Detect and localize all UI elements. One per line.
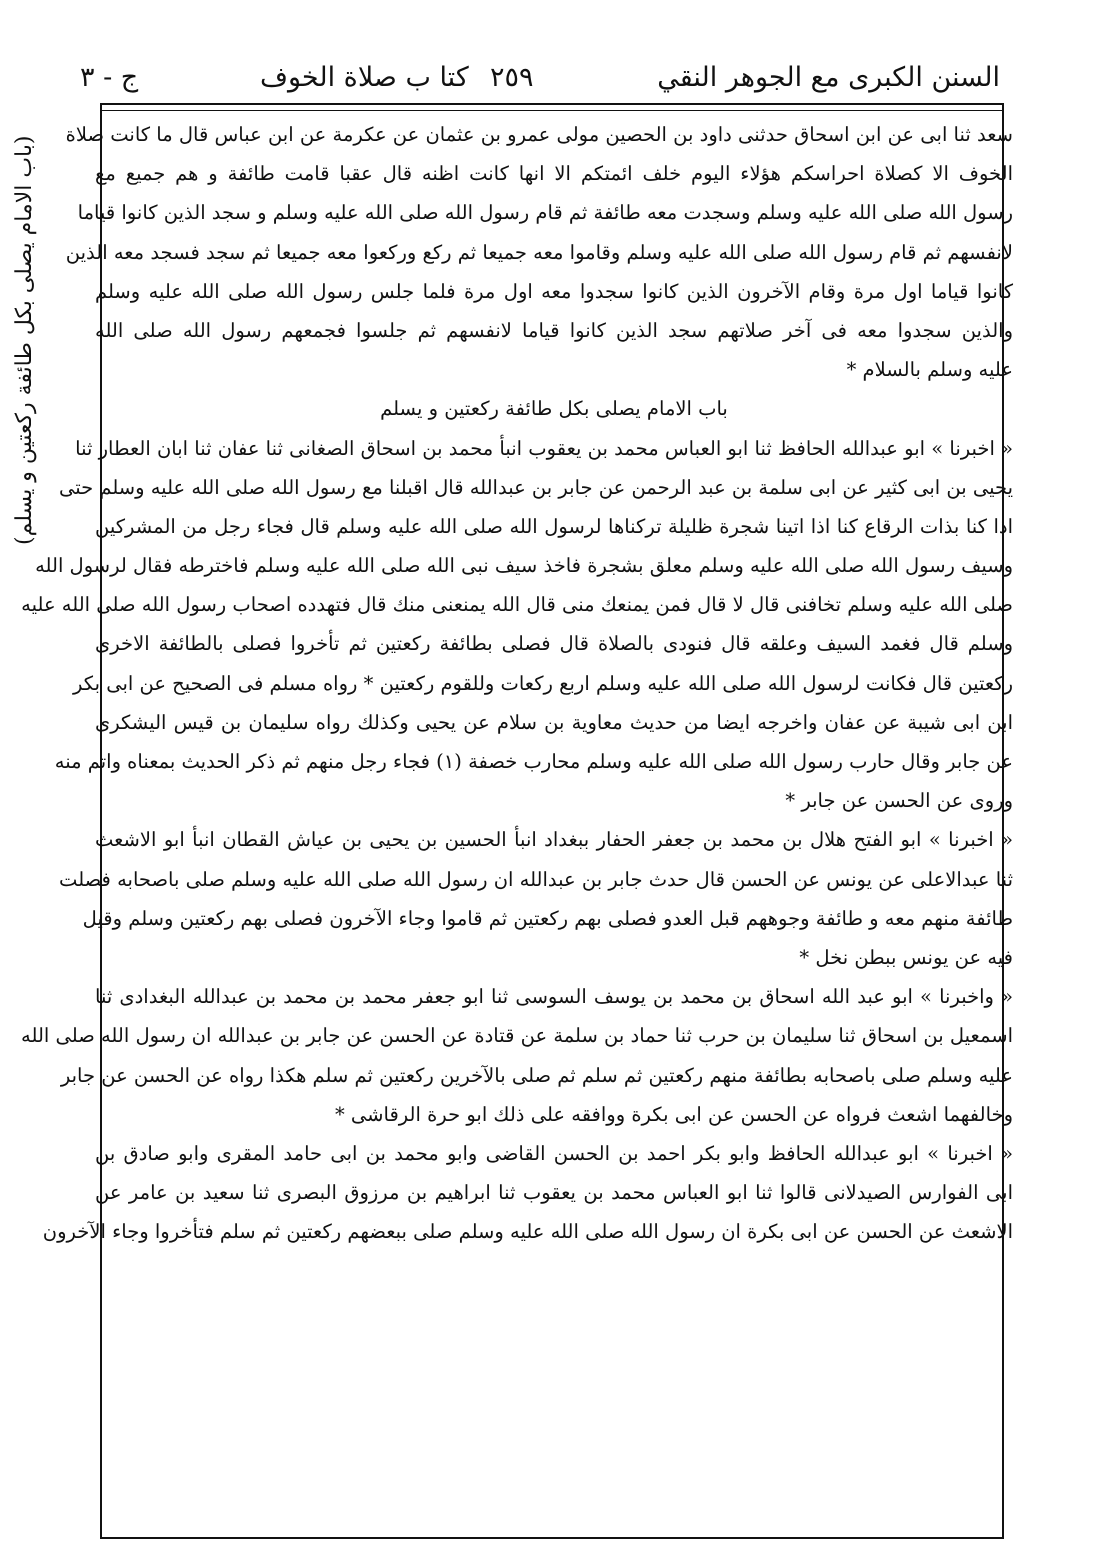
- text-line: ابن ابى شيبة عن عفان واخرجه ايضا من حديث معاوية بن سلام عن يحيى وكذلك رواه سليمان بن قيس اليشكرى: [95, 710, 1013, 734]
- text-line: عن جابر وقال حارب رسول الله صلى الله عليه وسلم محارب خصفة (١) فجاء رجل منهم ثم ذكر الحديث بمعناه واتم منه: [54, 750, 1013, 773]
- text-line: لانفسهم ثم قام رسول الله صلى الله عليه وسلم وقاموا معه جميعا ثم ركع وركعوا معه جميعا ثم سجد فسجد معه الذين: [65, 240, 1013, 264]
- page-number: ٢٥٩: [490, 62, 534, 93]
- text-line: الاشعث عن الحسن عن ابى بكرة ان رسول الله صلى الله عليه وسلم صلى ببعضهم ركعتين ثم سلم فتأخروا وجاء الآخرون: [42, 1220, 1013, 1244]
- text-line: اذا كنا بذات الرقاع كنا اذا اتينا شجرة ظليلة تركناها لرسول الله صلى الله عليه وسلم قال فجاء رجل من المشركين: [95, 514, 1013, 538]
- text-line: ركعتين قال فكانت لرسول الله صلى الله عليه وسلم اربع ركعات وللقوم ركعتين * رواه مسلم فى الصحيح عن ابى بكر: [73, 671, 1013, 695]
- text-line: عليه وسلم بالسلام *: [846, 358, 1013, 382]
- text-line: ابى الفوارس الصيدلانى قالوا ثنا ابو العباس محمد بن يعقوب ثنا ابراهيم بن مرزوق البصرى ثنا سعيد بن عامر عن: [95, 1181, 1013, 1205]
- text-line: صلى الله عليه وسلم تخافنى قال لا قال فمن يمنعك منى قال الله يمنعنى منك قال فتهدده اصحاب رسول الله صلى الله عليه: [21, 593, 1013, 617]
- text-line: عليه وسلم صلى باصحابه بطائفة منهم ركعتين ثم سلم ثم صلى بالآخرين ركعتين ثم سلم هكذا رواه عن الحسن عن جابر: [60, 1063, 1013, 1087]
- text-line: وسلم قال فغمد السيف وعلقه قال فنودى بالصلاة قال فصلى بطائفة ركعتين ثم تأخروا فصلى بالطائفة الاخرى: [95, 632, 1013, 656]
- volume-number: ج - ٣: [80, 62, 139, 93]
- text-line: يحيى بن ابى كثير عن ابى سلمة بن عبد الرحمن عن جابر بن عبدالله قال اقبلنا مع رسول الله صلى الله عليه وسلم حتى: [58, 475, 1013, 499]
- text-line: وخالفهما اشعث فرواه عن الحسن عن ابى بكرة ووافقه على ذلك ابو حرة الرقاشى *: [334, 1102, 1013, 1126]
- text-line: سعد ثنا ابى عن ابن اسحاق حدثنى داود بن الحصين مولى عمرو بن عثمان عن عكرمة عن ابن عباس قال ما كانت صلاة: [65, 123, 1013, 146]
- chapter-heading: باب الامام يصلى بكل طائفة ركعتين و يسلم: [380, 397, 728, 421]
- text-line: « اخبرنا » ابو عبدالله الحافظ ثنا ابو العباس محمد بن يعقوب انبأ محمد بن اسحاق الصغانى ثنا عفان ثنا ابان العطار ثنا: [75, 436, 1013, 460]
- text-line: وروى عن الحسن عن جابر *: [785, 789, 1013, 813]
- text-line: والذين سجدوا معه فى آخر صلاتهم سجد الذين كانوا قياما لانفسهم ثم جلسوا فجمعهم رسول الله صلى الله: [95, 318, 1013, 342]
- text-line: الخوف الا كصلاة احراسكم هؤلاء اليوم خلف ائمتكم الا انها كانت اظنه قال عقبا قامت طائفة و هم جميع مع: [95, 162, 1013, 186]
- text-line: رسول الله صلى الله عليه وسلم وسجدت معه طائفة ثم قام رسول الله صلى الله عليه وسلم و سجد الذين كانوا قياما: [77, 201, 1013, 225]
- text-line: « اخبرنا » ابو عبدالله الحافظ وابو بكر احمد بن الحسن القاضى وابو محمد بن ابى حامد المقرى وابو صادق بن: [95, 1141, 1013, 1165]
- text-line: طائفة منهم معه و طائفة وجوههم قبل العدو فصلى بهم ركعتين ثم قاموا وجاء الآخرون فصلى بهم ركعتين وسلم وقيل: [82, 906, 1013, 930]
- text-line: فيه عن يونس ببطن نخل *: [799, 945, 1013, 969]
- text-line: « اخبرنا » ابو الفتح هلال بن محمد بن جعفر الحفار ببغداد انبأ الحسين بن يحيى بن عياش القطان انبأ ابو الاشعث: [95, 828, 1013, 852]
- text-line: ثنا عبدالاعلى عن يونس عن الحسن قال حدث جابر بن عبدالله ان رسول الله صلى الله عليه وسلم صلى باصحابه فصلت: [59, 867, 1013, 891]
- frame-rule: [100, 110, 1004, 111]
- book-title: السنن الكبرى مع الجوهر النقي: [657, 62, 1000, 93]
- chapter-name: كتا ب صلاة الخوف: [260, 62, 469, 93]
- page-body: [21, 115, 1013, 1251]
- margin-note: (باب الامام يصلى بكل طائفة ركعتين و يسلم): [12, 135, 37, 545]
- text-line: كانوا قياما اول مرة وقام الآخرون الذين كانوا سجدوا معه اول مرة فلما جلس رسول الله صلى الله عليه وسلم: [95, 279, 1013, 303]
- text-line: اسمعيل بن اسحاق ثنا سليمان بن حرب ثنا حماد بن سلمة عن قتادة عن الحسن عن جابر بن عبدالله ان رسول الله صلى الله: [21, 1024, 1013, 1048]
- text-line: « واخبرنا » ابو عبد الله اسحاق بن محمد بن يوسف السوسى ثنا ابو جعفر محمد بن محمد بن عبدالله البغدادى ثنا: [95, 985, 1013, 1009]
- text-line: وسيف رسول الله صلى الله عليه وسلم معلق بشجرة فاخذ سيف نبى الله صلى الله عليه وسلم فاخترطه فقال لرسول الله: [35, 554, 1013, 578]
- page-header: [70, 62, 1000, 102]
